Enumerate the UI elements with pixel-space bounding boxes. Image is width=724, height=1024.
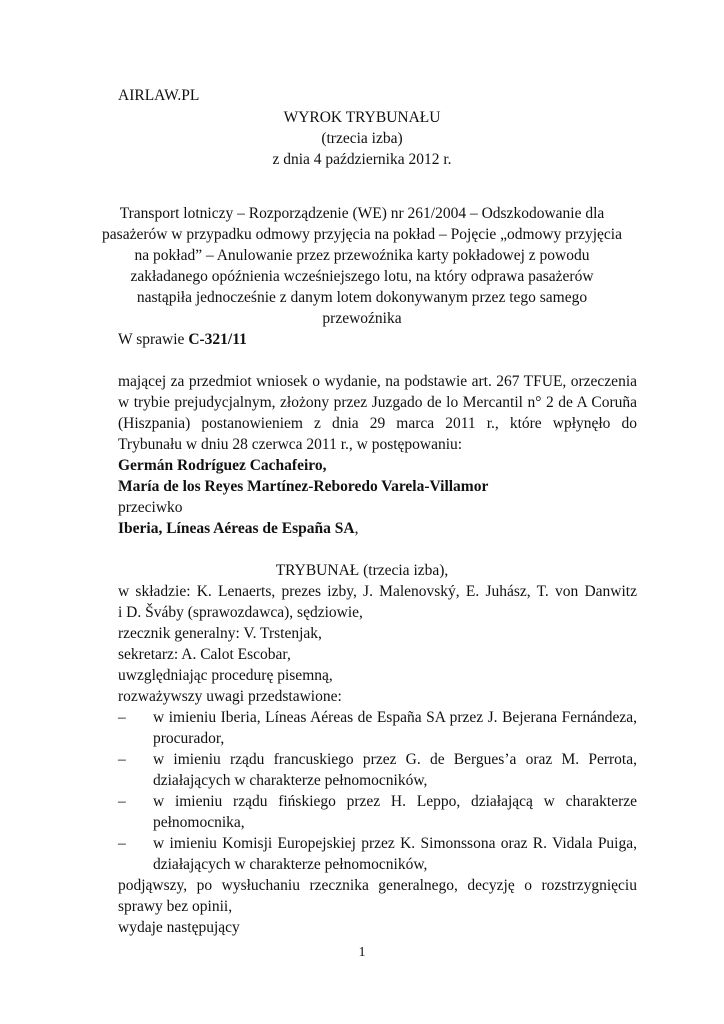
observation-line: pełnomocnika, <box>153 814 245 831</box>
composition-line: w składzie: K. Lenaerts, prezes izby, J. Malenovský, E. Juhász, T. von Danwitz <box>118 583 637 600</box>
closing-line: wydaje następujący <box>118 919 240 936</box>
observation-line: w imieniu Komisji Europejskiej przez K. Simonssona oraz R. Vidala Puiga, <box>153 835 637 852</box>
versus-label: przeciwko <box>118 499 183 516</box>
summary-line: Transport lotniczy – Rozporządzenie (WE) nr 261/2004 – Odszkodowanie dla <box>119 205 605 222</box>
list-dash: – <box>118 751 126 768</box>
summary-line: przewoźnika <box>322 310 402 327</box>
registrar: sekretarz: A. Calot Escobar, <box>118 646 291 663</box>
chamber-label: (trzecia izba) <box>321 130 403 147</box>
site-header: AIRLAW.PL <box>118 87 200 104</box>
summary-line: zakładanego opóźnienia wcześniejszego lotu, na który odprawa pasażerów <box>130 268 594 285</box>
considered-line: rozważywszy uwagi przedstawione: <box>118 688 342 705</box>
applicant-2: María de los Reyes Martínez-Reboredo Varela-Villamor <box>118 478 489 495</box>
observation-line: w imieniu rządu francuskiego przez G. de Bergues’a oraz M. Perrota, <box>153 751 637 768</box>
composition-line: i D. Šváby (sprawozdawca), sędziowie, <box>118 604 363 621</box>
observation-line: w imieniu rządu fińskiego przez H. Leppo, działającą w charakterze <box>153 793 637 810</box>
case-reference <box>118 330 247 350</box>
list-dash: – <box>118 835 126 852</box>
request-line: mającej za przedmiot wniosek o wydanie, na podstawie art. 267 TFUE, orzeczenia <box>118 373 637 390</box>
judgment-title: WYROK TRYBUNAŁU <box>283 109 441 126</box>
defendant-suffix: , <box>354 520 359 537</box>
defendant-name: Iberia, Líneas Aéreas de España SA <box>118 520 355 537</box>
procedure-line: uwzględniając procedurę pisemną, <box>118 667 333 684</box>
closing-line: sprawy bez opinii, <box>118 898 233 915</box>
advocate-general: rzecznik generalny: V. Trstenjak, <box>118 625 322 642</box>
applicant-1: Germán Rodríguez Cachafeiro, <box>118 457 327 474</box>
case-number: C‑321/11 <box>188 331 247 348</box>
observation-line: w imieniu Iberia, Líneas Aéreas de España SA przez J. Bejerana Fernándeza, <box>153 709 637 726</box>
observation-line: działających w charakterze pełnomocników, <box>153 856 428 873</box>
case-prefix: W sprawie <box>118 331 189 348</box>
closing-line: podjąwszy, po wysłuchaniu rzecznika generalnego, decyzję o rozstrzygnięciu <box>118 877 637 894</box>
list-dash: – <box>118 793 126 810</box>
judgment-date: z dnia 4 października 2012 r. <box>272 151 452 168</box>
summary-line: pasażerów w przypadku odmowy przyjęcia na pokład – Pojęcie „odmowy przyjęcia <box>102 226 622 243</box>
summary-line: nastąpiła jednocześnie z danym lotem dokonywanym przez tego samego <box>136 289 588 306</box>
request-line: w trybie prejudycjalnym, złożony przez Juzgado de lo Mercantil n° 2 de A Coruña <box>118 394 637 411</box>
request-line: (Hiszpania) postanowieniem z dnia 29 marca 2011 r., które wpłynęło do <box>118 415 637 432</box>
page-number: 1 <box>358 945 366 960</box>
request-line: Trybunału w dniu 28 czerwca 2011 r., w postępowaniu: <box>118 436 463 453</box>
court-title: TRYBUNAŁ (trzecia izba), <box>275 562 449 579</box>
list-dash: – <box>118 709 126 726</box>
observation-line: procurador, <box>153 730 225 747</box>
observation-line: działających w charakterze pełnomocników, <box>153 772 428 789</box>
summary-line: na pokład” – Anulowanie przez przewoźnika karty pokładowej z powodu <box>134 247 590 264</box>
defendant <box>118 519 358 539</box>
